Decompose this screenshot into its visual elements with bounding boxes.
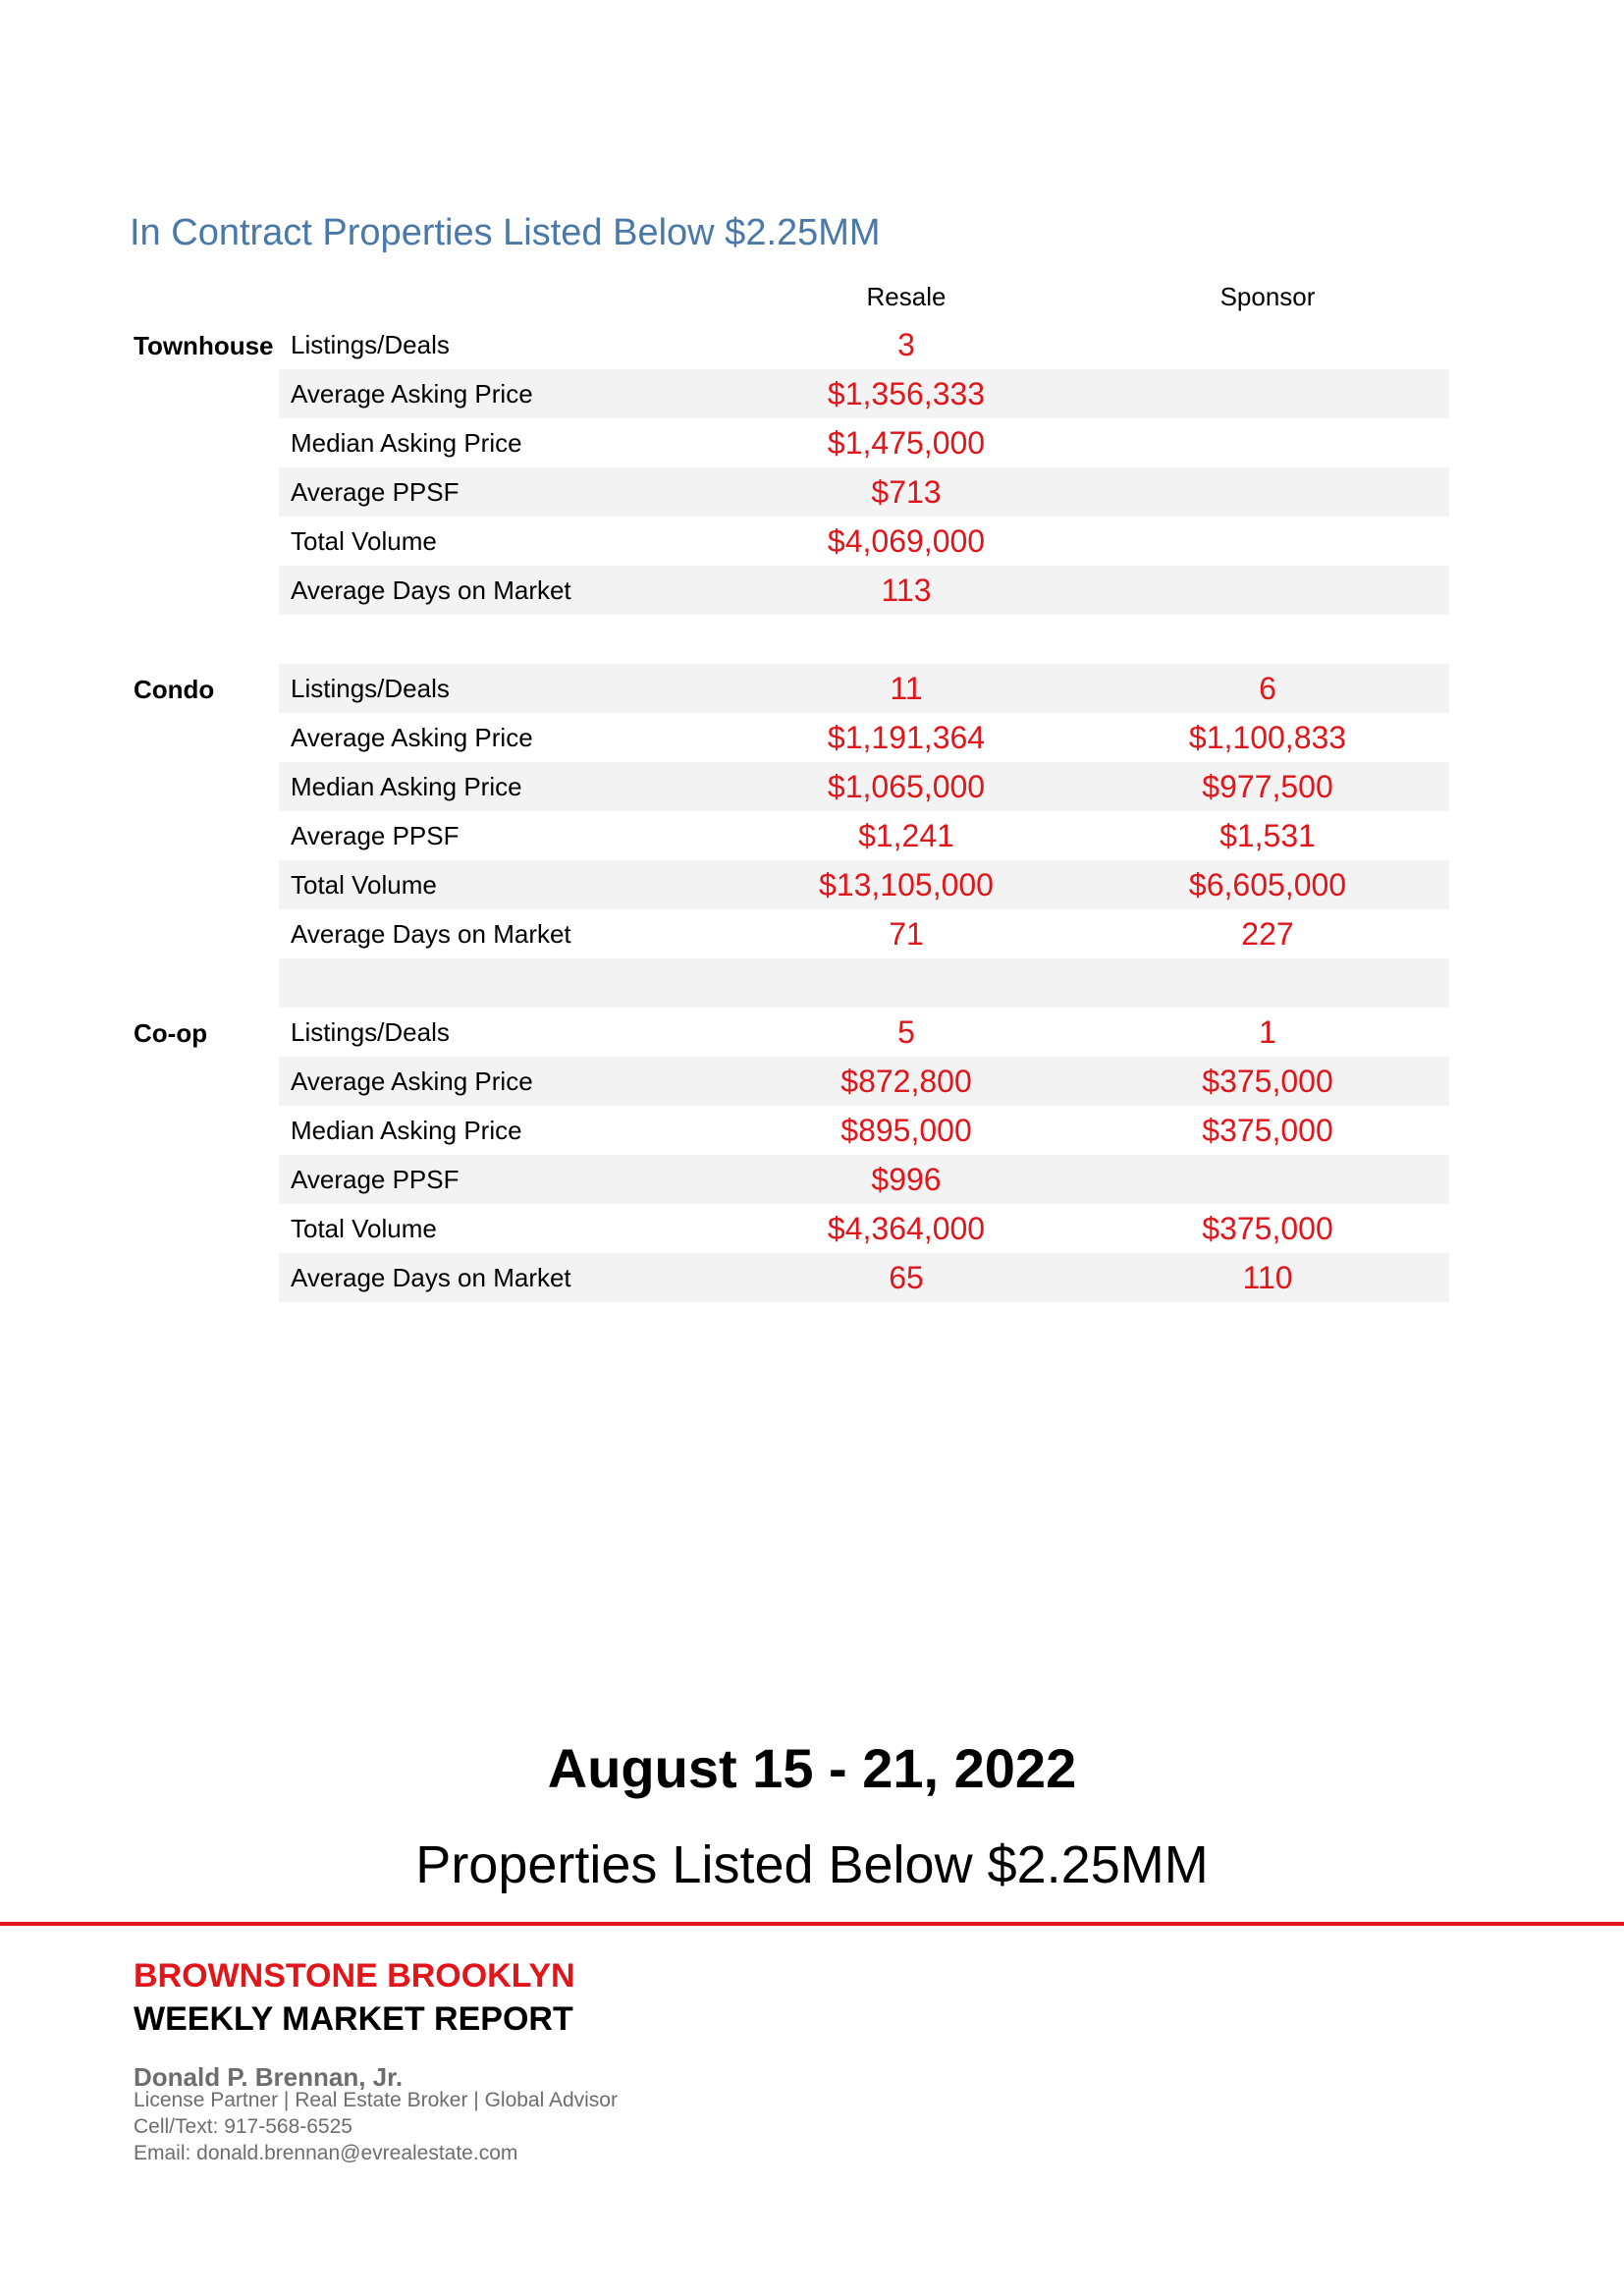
sponsor-value: 227 [1241,916,1294,952]
row-label: Average Asking Price [291,379,533,409]
row-label: Average PPSF [291,821,460,850]
sponsor-value: 110 [1242,1260,1293,1295]
resale-value: 65 [889,1260,924,1295]
resale-value: $1,356,333 [827,376,986,411]
sponsor-value: $1,531 [1219,818,1316,853]
table-row [279,1106,1449,1155]
row-label: Median Asking Price [291,428,522,458]
section-label: Co-op [134,1018,208,1048]
agent-phone: Cell/Text: 917-568-6525 [134,2115,352,2138]
report-date: August 15 - 21, 2022 [547,1737,1077,1799]
row-label: Total Volume [291,526,437,556]
row-label: Average Asking Price [291,1066,533,1096]
resale-value: $713 [871,474,942,510]
resale-value: $872,800 [840,1064,972,1099]
resale-value: 71 [889,916,924,952]
table-row [279,713,1449,762]
resale-value: $1,065,000 [827,769,986,804]
row-label: Average Days on Market [291,1263,571,1292]
table-row [279,1253,1449,1302]
resale-value: $4,364,000 [827,1211,986,1246]
sponsor-value: $375,000 [1202,1064,1333,1099]
row-label: Average Days on Market [291,919,571,949]
page-title: In Contract Properties Listed Below $2.25MM [130,212,881,253]
section-label: Townhouse [134,331,274,360]
resale-value: 113 [881,573,932,608]
table-row [279,1057,1449,1106]
report-name: WEEKLY MARKET REPORT [134,2000,573,2038]
row-label: Listings/Deals [291,1017,450,1047]
agent-name: Donald P. Brennan, Jr. [134,2062,404,2092]
sponsor-value: $375,000 [1202,1211,1333,1246]
table-row [279,762,1449,811]
column-header-sponsor: Sponsor [1219,282,1316,311]
row-label: Average PPSF [291,1165,460,1194]
row-label: Average PPSF [291,477,460,507]
column-header-resale: Resale [866,282,947,311]
sponsor-value: $6,605,000 [1188,867,1347,902]
agent-email: Email: donald.brennan@evrealestate.com [134,2142,518,2164]
table-row [279,467,1449,517]
row-label: Listings/Deals [291,674,450,703]
row-label: Median Asking Price [291,1116,522,1145]
resale-value: 11 [890,671,923,706]
resale-value: $996 [871,1162,942,1197]
resale-value: $895,000 [840,1113,972,1148]
table-row [279,320,1449,369]
section-label: Condo [134,675,215,704]
row-label: Total Volume [291,870,437,900]
divider [0,1922,1624,1926]
agent-title: License Partner | Real Estate Broker | Global Advisor [134,2089,618,2111]
table-row [279,664,1449,713]
table-row [279,860,1449,909]
resale-value: $1,241 [858,818,954,853]
table-row [279,369,1449,418]
table-row [279,418,1449,467]
row-label: Median Asking Price [291,772,522,801]
row-label: Average Asking Price [291,723,533,752]
resale-value: $1,191,364 [827,720,986,755]
table-row [279,1155,1449,1204]
sponsor-value: $375,000 [1202,1113,1333,1148]
table-row [279,566,1449,615]
row-label: Average Days on Market [291,575,571,605]
resale-value: $13,105,000 [819,867,994,902]
brand-name: BROWNSTONE BROOKLYN [134,1957,575,1995]
resale-value: $4,069,000 [827,523,986,559]
row-label: Listings/Deals [291,330,450,359]
row-label: Total Volume [291,1214,437,1243]
table-row [279,517,1449,566]
table-row [279,811,1449,860]
report-subtitle: Properties Listed Below $2.25MM [415,1835,1209,1894]
resale-value: 3 [897,327,915,362]
sponsor-value: 6 [1259,671,1276,706]
table-row [279,1008,1449,1057]
sponsor-value: $1,100,833 [1188,720,1347,755]
sponsor-value: $977,500 [1202,769,1333,804]
spacer-row [279,958,1449,1008]
resale-value: $1,475,000 [827,425,986,461]
table-row [279,1204,1449,1253]
resale-value: 5 [897,1014,915,1050]
sponsor-value: 1 [1259,1014,1276,1050]
table-row [279,909,1449,958]
